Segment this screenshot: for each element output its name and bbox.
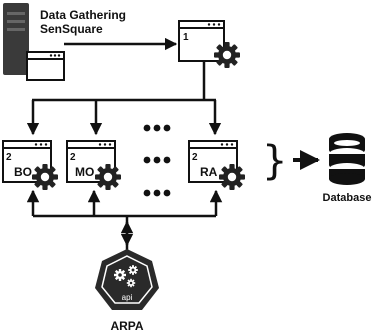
worker-bo-gear-icon <box>32 164 58 190</box>
stage1-number: 1 <box>183 32 189 43</box>
worker-mo-number: 2 <box>70 152 76 163</box>
ellipsis-dots <box>144 125 171 197</box>
brace: } <box>262 138 288 184</box>
server-icon <box>3 3 29 75</box>
source-window-icon <box>27 52 64 80</box>
arpa-api-badge: api <box>121 293 133 302</box>
stage1-gear-icon <box>214 42 240 68</box>
worker-ra-label: RA <box>200 165 218 179</box>
worker-ra-number: 2 <box>192 152 198 163</box>
arpa-label: ARPA <box>110 319 144 333</box>
database-icon <box>329 133 365 185</box>
worker-bo-label: BO <box>14 165 32 179</box>
worker-ra-gear-icon <box>219 164 245 190</box>
worker-bo-number: 2 <box>6 152 12 163</box>
worker-mo-gear-icon <box>95 164 121 190</box>
source-title-line1: Data Gathering <box>40 8 127 22</box>
worker-mo-label: MO <box>75 165 95 179</box>
database-label: Database <box>322 192 372 204</box>
source-title-line2: SenSquare <box>40 22 103 36</box>
